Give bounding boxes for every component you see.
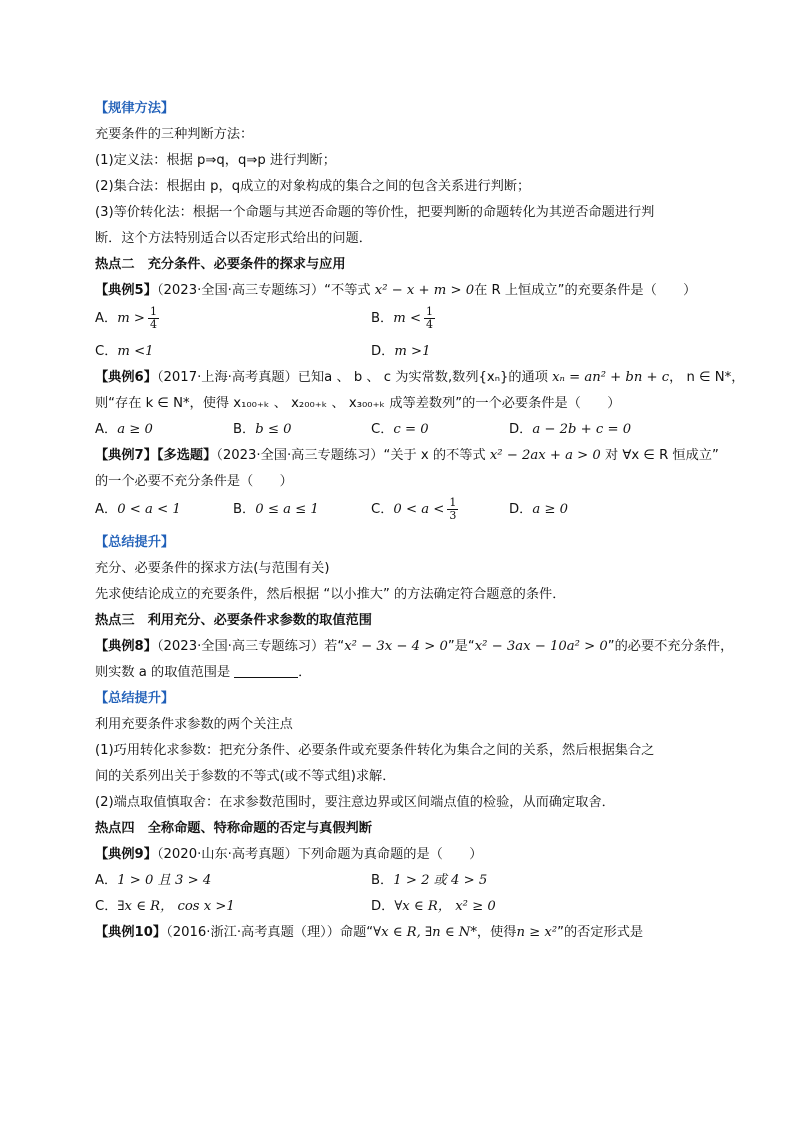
example-6-option-c: C．c = 0: [371, 422, 429, 437]
document-page: [95, 96, 745, 946]
example-5-question: 【典例5】（2023·全国·高三专题练习）“不等式 x² − x + m > 0在 R 上恒成立”的充要条件是（ ）: [95, 283, 697, 298]
section-header-summary-2: 【总结提升】: [95, 691, 175, 706]
example-6-question-line1: 【典例6】（2017·上海·高考真题）已知a 、 b 、 c 为实常数,数列{xₙ}的通项 xₙ = an² + bn + c， n ∈ N*，: [95, 370, 745, 385]
example-5-option-b: B．m < $\frac{1}{4}$: [371, 304, 433, 331]
example-9-option-b: B．1 > 2 或 4 > 5: [371, 873, 488, 888]
example-5-option-a: A．m > $\frac{1}{4}$: [95, 304, 157, 331]
fraction: $\frac{1}{4}$: [149, 304, 157, 331]
example-9-option-a: A．1 > 0 且 3 > 4: [95, 873, 212, 888]
method-2: (2)集合法：根据由 p，q成立的对象构成的集合之间的包含关系进行判断；: [95, 179, 531, 194]
example-5-options-ab: [95, 304, 705, 339]
example-9-option-d: D．∀x ∈ R， x² ≥ 0: [371, 899, 496, 914]
example-7-option-d: D．a ≥ 0: [509, 502, 569, 517]
example-7-option-b: B．0 ≤ a ≤ 1: [233, 502, 319, 517]
example-7-options: [95, 495, 705, 530]
hotspot-4-heading: 热点四 全称命题、特称命题的否定与真假判断: [95, 821, 372, 836]
fraction: $\frac{1}{3}$: [449, 495, 457, 522]
summary-1-text-2: 先求使结论成立的充要条件，然后根据 “以小推大” 的方法确定符合题意的条件．: [95, 587, 566, 602]
method-3b: 断．这个方法特别适合以否定形式给出的问题．: [95, 231, 372, 246]
example-7-option-c: C．0 < a < $\frac{1}{3}$: [371, 495, 457, 522]
example-5-options-cd: [95, 339, 705, 365]
summary-2-text-1: 利用充要条件求参数的两个关注点: [95, 717, 293, 732]
example-6-option-d: D．a − 2b + c = 0: [509, 422, 632, 437]
hotspot-2-heading: 热点二 充分条件、必要条件的探求与应用: [95, 257, 346, 272]
example-5-option-d: D．m >1: [371, 344, 431, 359]
example-7-question-line1: 【典例7】【多选题】（2023·全国·高三专题练习）“关于 x 的不等式 x² − 2ax + a > 0 对 ∀x ∈ R 恒成立”: [95, 448, 719, 463]
example-6-options: [95, 417, 705, 443]
example-9-question: 【典例9】（2020·山东·高考真题）下列命题为真命题的是（ ）: [95, 847, 483, 862]
example-6-option-a: A．a ≥ 0: [95, 422, 153, 437]
example-8-question-line2: 则实数 a 的取值范围是 ．: [95, 660, 705, 686]
section-header-method: 【规律方法】: [95, 101, 175, 116]
method-intro: 充要条件的三种判断方法：: [95, 127, 254, 142]
summary-2-text-3: (2)端点取值慎取舍：在求参数范围时，要注意边界或区间端点值的检验，从而确定取舍．: [95, 795, 615, 810]
fraction: $\frac{1}{4}$: [426, 304, 433, 331]
answer-blank: [234, 662, 298, 678]
section-header-summary-1: 【总结提升】: [95, 535, 175, 550]
example-9-options-ab: [95, 868, 705, 894]
method-3a: (3)等价转化法：根据一个命题与其逆否命题的等价性，把要判断的命题转化为其逆否命题进行判: [95, 205, 655, 220]
example-10-question: 【典例10】（2016·浙江·高考真题（理））命题“∀x ∈ R, ∃n ∈ N*，使得n ≥ x²”的否定形式是: [95, 925, 644, 940]
summary-1-text-1: 充分、必要条件的探求方法(与范围有关): [95, 561, 330, 576]
example-8-question-line1: 【典例8】（2023·全国·高三专题练习）若“x² − 3x − 4 > 0”是“x² − 3ax − 10a² > 0”的必要不充分条件，: [95, 639, 734, 654]
summary-2-text-2b: 间的关系列出关于参数的不等式(或不等式组)求解．: [95, 769, 396, 784]
example-6-question-line2: 则“存在 k ∈ N*，使得 x₁₀₀₊ₖ 、 x₂₀₀₊ₖ 、 x₃₀₀₊ₖ 成等差数列”的一个必要条件是（ ）: [95, 396, 621, 411]
example-6-option-b: B．b ≤ 0: [233, 422, 292, 437]
example-9-options-cd: [95, 894, 705, 920]
example-7-option-a: A．0 < a < 1: [95, 502, 181, 517]
hotspot-3-heading: 热点三 利用充分、必要条件求参数的取值范围: [95, 613, 372, 628]
method-1: (1)定义法：根据 p⇒q，q⇒p 进行判断；: [95, 153, 336, 168]
example-5-option-c: C．m <1: [95, 344, 154, 359]
example-9-option-c: C．∃x ∈ R， cos x >1: [95, 899, 235, 914]
summary-2-text-2a: (1)巧用转化求参数：把充分条件、必要条件或充要条件转化为集合之间的关系，然后根据集合之: [95, 743, 655, 758]
example-7-question-line2: 的一个必要不充分条件是（ ）: [95, 474, 293, 489]
